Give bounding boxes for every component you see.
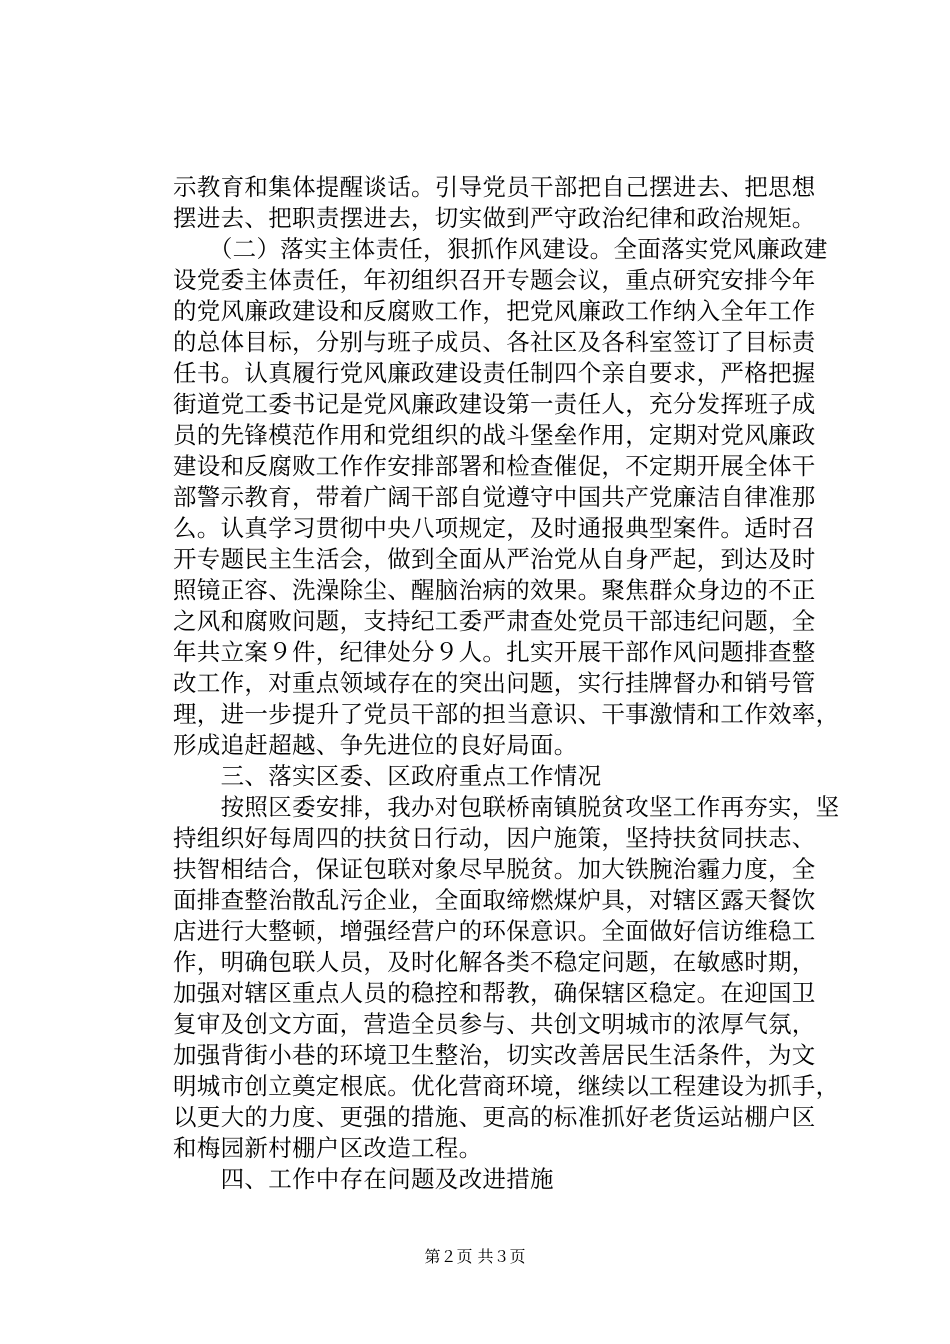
text-line: 建设和反腐败工作作安排部署和检查催促，不定期开展全体干 — [173, 452, 816, 480]
text-line: 形成追赶超越、争先进位的良好局面。 — [173, 731, 578, 759]
text-line: 持组织好每周四的扶贫日行动，因户施策，坚持扶贫同扶志、 — [173, 824, 816, 852]
text-line: 加强背街小巷的环境卫生整治，切实改善居民生活条件，为文 — [173, 1041, 816, 1069]
section-heading: 三、落实区委、区政府重点工作情况 — [173, 762, 602, 790]
page-number-footer: 第２页 共３页 — [424, 1247, 526, 1266]
text-line: 任书。认真履行党风廉政建设责任制四个亲自要求，严格把握 — [173, 359, 816, 387]
document-body — [173, 172, 840, 1195]
text-line: 年共立案９件，纪律处分９人。扎实开展干部作风问题排查整 — [173, 638, 816, 666]
text-line: 面排查整治散乱污企业，全面取缔燃煤炉具，对辖区露天餐饮 — [173, 886, 816, 914]
text-line: 摆进去、把职责摆进去，切实做到严守政治纪律和政治规矩。 — [173, 204, 816, 232]
text-line: 么。认真学习贯彻中央八项规定，及时通报典型案件。适时召 — [173, 514, 816, 542]
text-line: 改工作，对重点领域存在的突出问题，实行挂牌督办和销号管 — [173, 669, 816, 697]
text-line: 之风和腐败问题，支持纪工委严肃查处党员干部违纪问题，全 — [173, 607, 816, 635]
text-line: 街道党工委书记是党风廉政建设第一责任人，充分发挥班子成 — [173, 390, 816, 418]
text-line: 加强对辖区重点人员的稳控和帮教，确保辖区稳定。在迎国卫 — [173, 979, 816, 1007]
text-line: 和梅园新村棚户区改造工程。 — [173, 1134, 483, 1162]
text-line: 的党风廉政建设和反腐败工作，把党风廉政工作纳入全年工作 — [173, 297, 816, 325]
text-line: 按照区委安排，我办对包联桥南镇脱贫攻坚工作再夯实，坚 — [173, 793, 840, 821]
text-line: 照镜正容、洗澡除尘、醒脑治病的效果。聚焦群众身边的不正 — [173, 576, 816, 604]
text-line: 理，进一步提升了党员干部的担当意识、干事激情和工作效率， — [173, 700, 840, 728]
text-line: 的总体目标，分别与班子成员、各社区及各科室签订了目标责 — [173, 328, 816, 356]
text-line: 部警示教育，带着广阔干部自觉遵守中国共产党廉洁自律准那 — [173, 483, 816, 511]
text-line: （二）落实主体责任，狠抓作风建设。全面落实党风廉政建 — [173, 235, 828, 263]
text-line: 示教育和集体提醒谈话。引导党员干部把自己摆进去、把思想 — [173, 173, 816, 201]
text-line: 设党委主体责任，年初组织召开专题会议，重点研究安排今年 — [173, 266, 816, 294]
text-line: 作，明确包联人员，及时化解各类不稳定问题，在敏感时期， — [173, 948, 816, 976]
text-line: 复审及创文方面，营造全员参与、共创文明城市的浓厚气氛， — [173, 1010, 816, 1038]
text-line: 员的先锋模范作用和党组织的战斗堡垒作用，定期对党风廉政 — [173, 421, 816, 449]
section-heading: 四、工作中存在问题及改进措施 — [173, 1165, 554, 1193]
text-line: 扶智相结合，保证包联对象尽早脱贫。加大铁腕治霾力度，全 — [173, 855, 816, 883]
text-line: 开专题民主生活会，做到全面从严治党从自身严起，到达及时 — [173, 545, 816, 573]
text-line: 店进行大整顿，增强经营户的环保意识。全面做好信访维稳工 — [173, 917, 816, 945]
text-line: 明城市创立奠定根底。优化营商环境，继续以工程建设为抓手， — [173, 1072, 840, 1100]
text-line: 以更大的力度、更强的措施、更高的标准抓好老货运站棚户区 — [173, 1103, 816, 1131]
